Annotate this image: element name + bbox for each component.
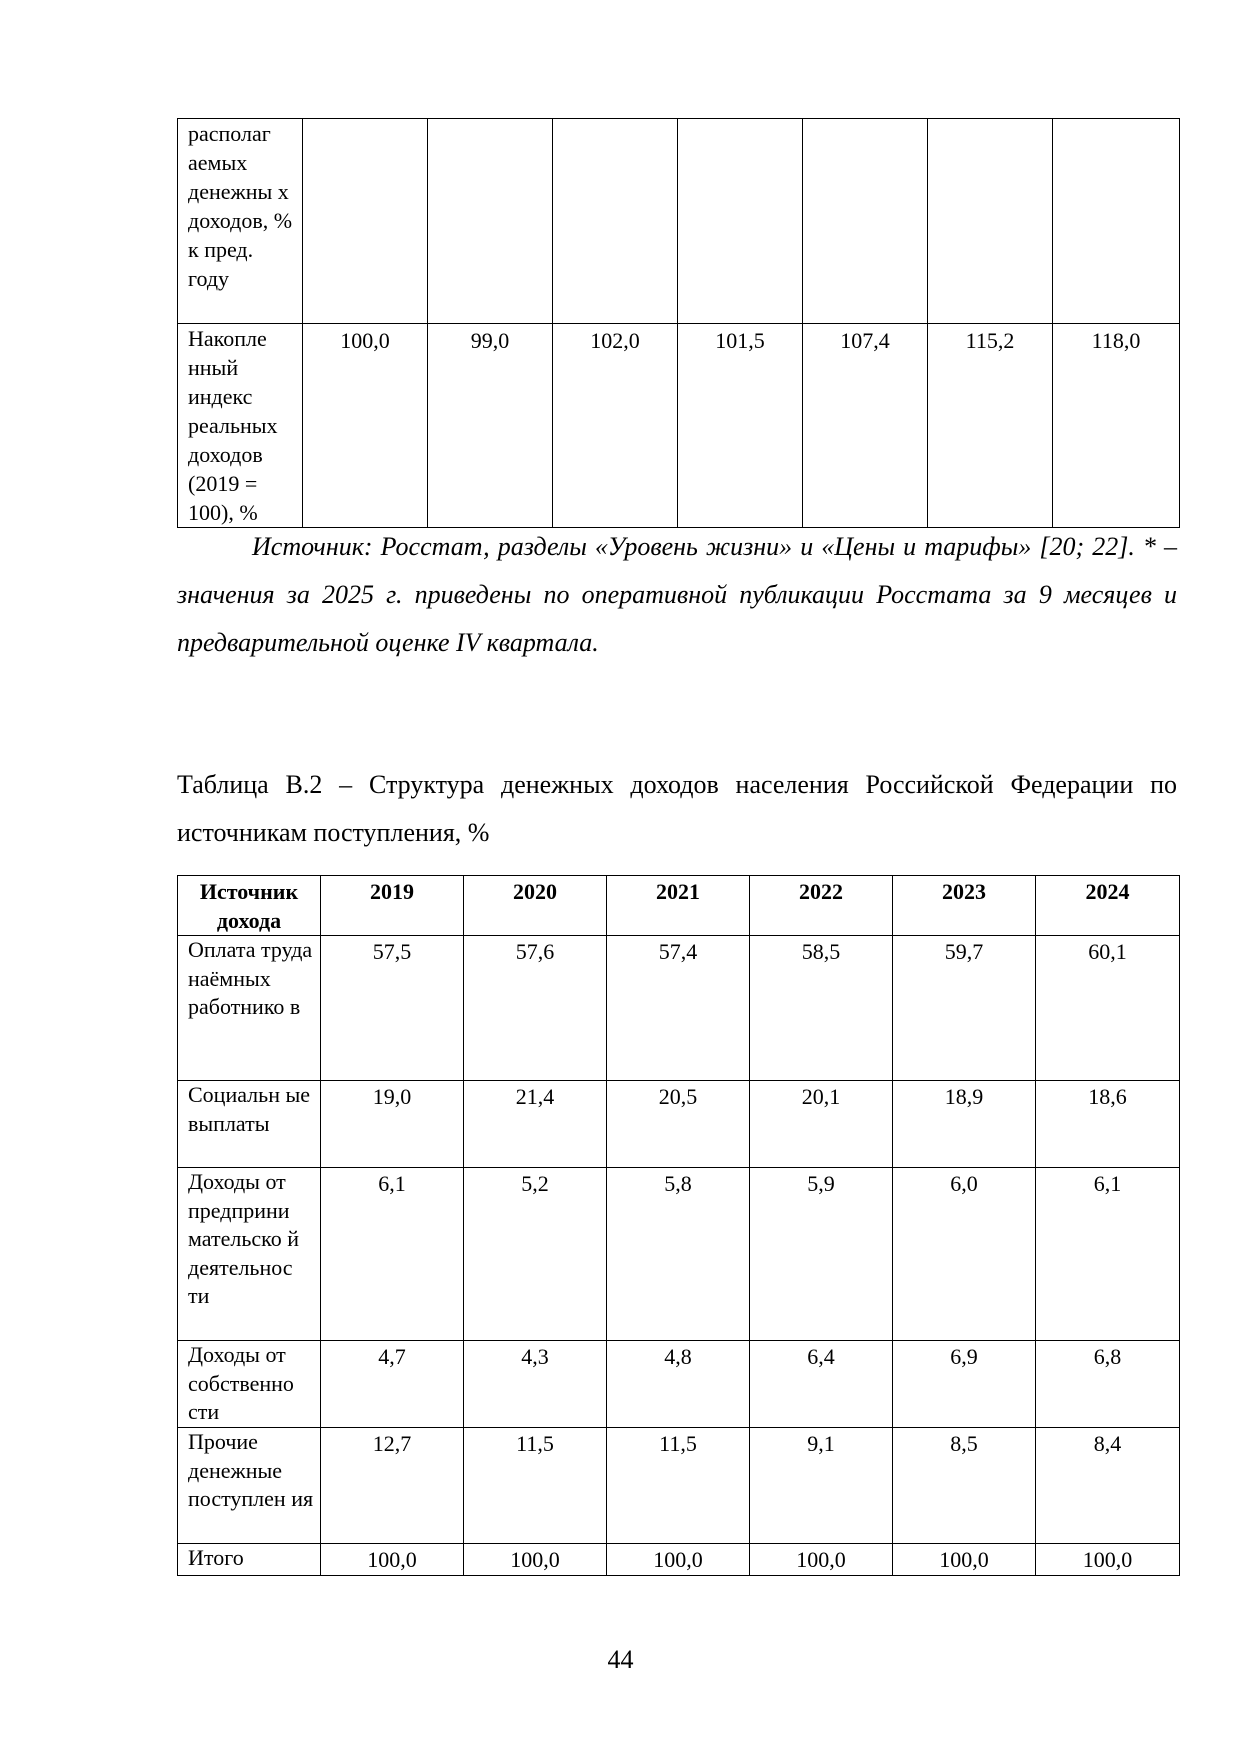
row-label: Доходы от предприни мательско й деятельнос ти bbox=[178, 1168, 321, 1341]
table-cell bbox=[428, 119, 553, 324]
table-row bbox=[178, 1081, 1180, 1168]
table-cell: 5,2 bbox=[464, 1168, 607, 1341]
table-cell: 18,6 bbox=[1036, 1081, 1180, 1168]
table-cell: 11,5 bbox=[607, 1428, 750, 1544]
table-cell: 100,0 bbox=[607, 1544, 750, 1576]
table-row bbox=[178, 936, 1180, 1081]
table-cell: 58,5 bbox=[750, 936, 893, 1081]
table-cell: 100,0 bbox=[303, 324, 428, 528]
table-cell: 100,0 bbox=[750, 1544, 893, 1576]
row-label: Прочие денежные поступлен ия bbox=[178, 1428, 321, 1544]
income-index-table-continuation bbox=[177, 118, 1180, 528]
table-cell: 20,1 bbox=[750, 1081, 893, 1168]
table-cell: 8,5 bbox=[893, 1428, 1036, 1544]
table-cell: 102,0 bbox=[553, 324, 678, 528]
table-cell: 4,8 bbox=[607, 1341, 750, 1428]
table-cell: 5,8 bbox=[607, 1168, 750, 1341]
table-cell: 6,8 bbox=[1036, 1341, 1180, 1428]
column-header: 2024 bbox=[1036, 876, 1180, 936]
table-cell: 107,4 bbox=[803, 324, 928, 528]
table-cell: 100,0 bbox=[321, 1544, 464, 1576]
row-label: Итого bbox=[178, 1544, 321, 1576]
row-label: Социальн ые выплаты bbox=[178, 1081, 321, 1168]
table-cell: 18,9 bbox=[893, 1081, 1036, 1168]
column-header: Источник дохода bbox=[178, 876, 321, 936]
column-header: 2023 bbox=[893, 876, 1036, 936]
table-cell: 57,6 bbox=[464, 936, 607, 1081]
column-header: 2019 bbox=[321, 876, 464, 936]
table-cell bbox=[928, 119, 1053, 324]
table-row bbox=[178, 119, 1180, 324]
table-row bbox=[178, 1341, 1180, 1428]
row-label: Оплата труда наёмных работнико в bbox=[178, 936, 321, 1081]
table-cell: 57,5 bbox=[321, 936, 464, 1081]
table-row bbox=[178, 324, 1180, 528]
table-cell bbox=[803, 119, 928, 324]
table-cell: 100,0 bbox=[893, 1544, 1036, 1576]
table-cell: 6,4 bbox=[750, 1341, 893, 1428]
table-cell: 60,1 bbox=[1036, 936, 1180, 1081]
table-cell: 101,5 bbox=[678, 324, 803, 528]
table-cell: 11,5 bbox=[464, 1428, 607, 1544]
table-cell: 6,1 bbox=[321, 1168, 464, 1341]
table-cell: 100,0 bbox=[464, 1544, 607, 1576]
income-structure-table bbox=[177, 875, 1180, 1576]
table-header-row bbox=[178, 876, 1180, 936]
column-header: 2022 bbox=[750, 876, 893, 936]
table-row bbox=[178, 1168, 1180, 1341]
table-cell bbox=[553, 119, 678, 324]
table-cell: 59,7 bbox=[893, 936, 1036, 1081]
table-cell: 99,0 bbox=[428, 324, 553, 528]
table-cell: 4,7 bbox=[321, 1341, 464, 1428]
column-header: 2020 bbox=[464, 876, 607, 936]
table-cell: 118,0 bbox=[1053, 324, 1180, 528]
table-cell: 57,4 bbox=[607, 936, 750, 1081]
table-cell: 20,5 bbox=[607, 1081, 750, 1168]
page-number: 44 bbox=[607, 1645, 634, 1674]
table-row bbox=[178, 1544, 1180, 1576]
row-label: Накопле нный индекс реальных доходов (2019 = 100), % bbox=[178, 324, 303, 528]
table-cell: 100,0 bbox=[1036, 1544, 1180, 1576]
table-cell: 19,0 bbox=[321, 1081, 464, 1168]
table-cell bbox=[303, 119, 428, 324]
table-cell: 6,0 bbox=[893, 1168, 1036, 1341]
row-label: Доходы от собственно сти bbox=[178, 1341, 321, 1428]
table-cell: 6,9 bbox=[893, 1341, 1036, 1428]
source-note: Источник: Росстат, разделы «Уровень жизни» и «Цены и тарифы» [20; 22]. * – значения за 2025 г. приведены по оперативной публикации Росстата за 9 месяцев и предварительной оценке IV квартала. bbox=[177, 532, 1177, 657]
table-cell: 21,4 bbox=[464, 1081, 607, 1168]
table-cell: 9,1 bbox=[750, 1428, 893, 1544]
table-cell bbox=[678, 119, 803, 324]
table-cell: 5,9 bbox=[750, 1168, 893, 1341]
table-cell bbox=[1053, 119, 1180, 324]
table-cell: 6,1 bbox=[1036, 1168, 1180, 1341]
table-cell: 12,7 bbox=[321, 1428, 464, 1544]
column-header: 2021 bbox=[607, 876, 750, 936]
table-cell: 4,3 bbox=[464, 1341, 607, 1428]
table-cell: 115,2 bbox=[928, 324, 1053, 528]
table-cell: 8,4 bbox=[1036, 1428, 1180, 1544]
table-row bbox=[178, 1428, 1180, 1544]
row-label: располаг аемых денежны х доходов, % к пред. году bbox=[178, 119, 303, 324]
table-caption: Таблица В.2 – Структура денежных доходов населения Российской Федерации по источникам поступления, % bbox=[177, 770, 1177, 847]
